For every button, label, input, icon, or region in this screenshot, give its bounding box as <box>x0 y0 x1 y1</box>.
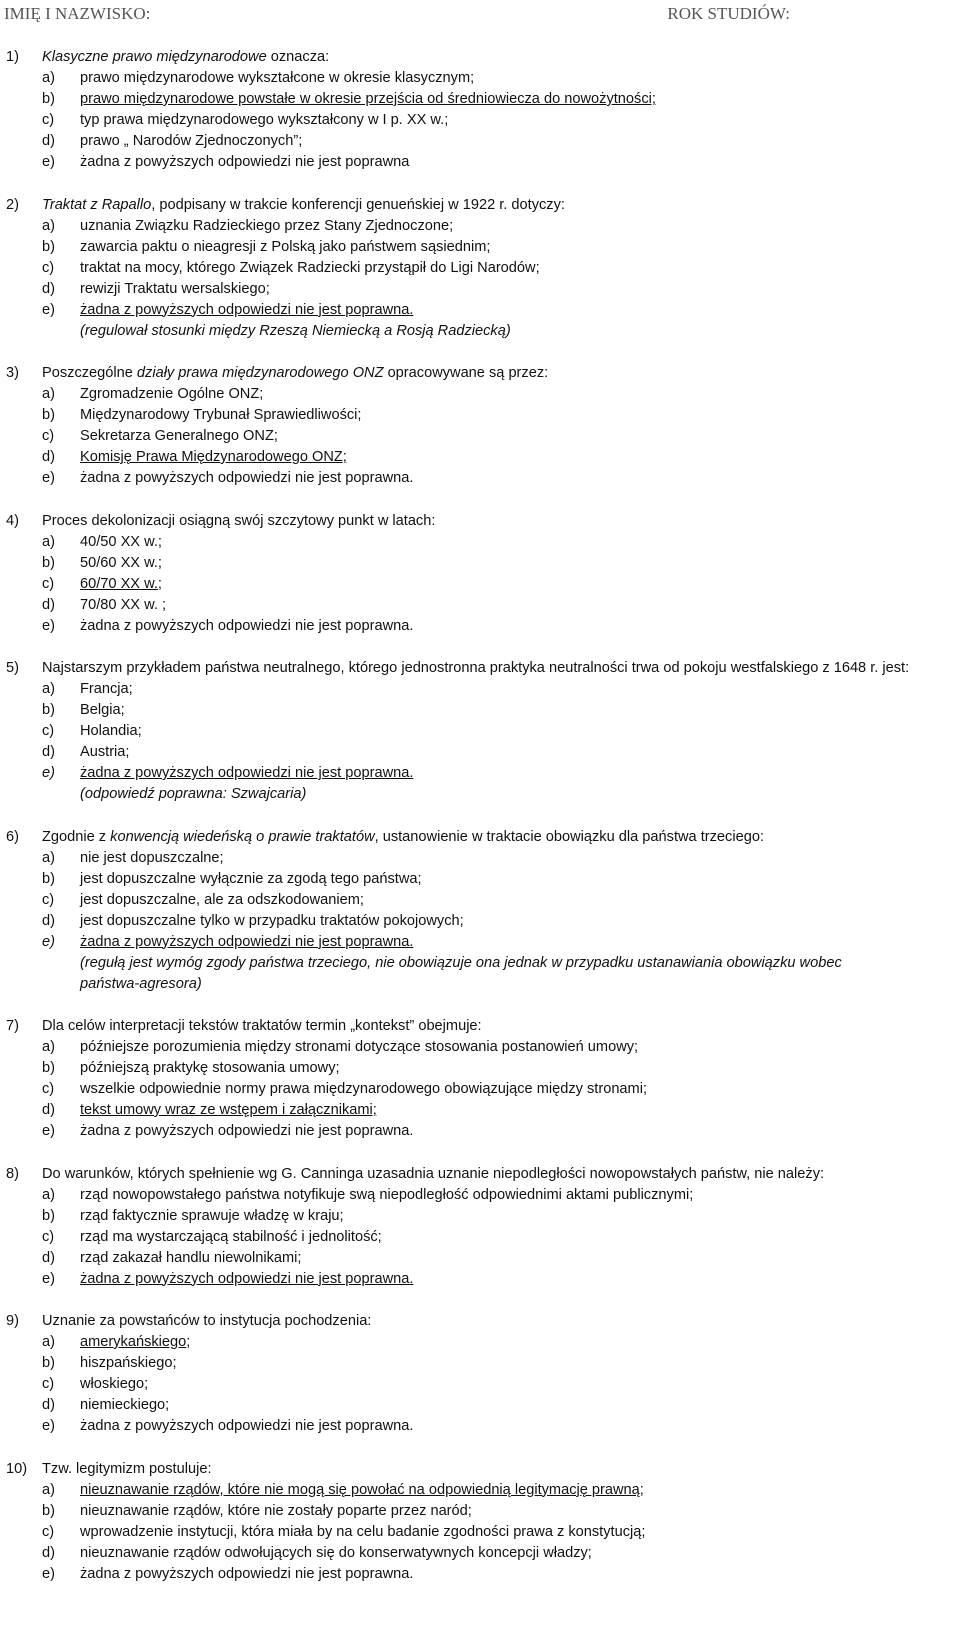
option-text: nieuznawanie rządów, które nie zostały poparte przez naród; <box>80 1502 472 1519</box>
option-b <box>6 1058 956 1079</box>
option-a <box>6 384 956 405</box>
question-stem <box>6 511 956 532</box>
option-letter: d) <box>42 912 55 929</box>
option-letter: a) <box>42 533 55 550</box>
option-letter: b) <box>42 238 55 255</box>
option-letter: a) <box>42 681 55 697</box>
option-text: żadna z powyższych odpowiedzi nie jest poprawna. <box>80 617 414 634</box>
question-10 <box>6 1459 956 1585</box>
question-2 <box>6 195 956 342</box>
option-c <box>6 574 956 595</box>
option-text: prawo „ Narodów Zjednoczonych”; <box>80 133 303 149</box>
option-text: zawarcia paktu o nieagresji z Polską jako państwem sąsiednim; <box>80 238 491 255</box>
option-letter: a) <box>42 1039 55 1055</box>
option-letter: c) <box>42 1523 55 1540</box>
question-5 <box>6 658 956 805</box>
stem-text: , podpisany w trakcie konferencji genueńskiej w 1922 r. dotyczy: <box>151 196 565 213</box>
question-3 <box>6 363 956 489</box>
option-e <box>6 616 956 637</box>
option-letter: d) <box>42 596 55 613</box>
option-text: jest dopuszczalne tylko w przypadku traktatów pokojowych; <box>80 912 464 929</box>
option-e <box>6 763 956 784</box>
question-number: 8) <box>6 1165 19 1182</box>
question-number: 5) <box>6 660 19 676</box>
option-letter: e) <box>42 1123 55 1139</box>
quiz-content <box>6 47 956 1606</box>
option-letter: a) <box>42 1334 55 1350</box>
option-text: rząd nowopowstałego państwa notyfikuje swą niepodległość odpowiednimi aktami publicznymi; <box>80 1186 694 1203</box>
option-text: jest dopuszczalne wyłącznie za zgodą tego państwa; <box>80 870 422 887</box>
option-letter: c) <box>42 723 55 739</box>
option-text: żadna z powyższych odpowiedzi nie jest poprawna <box>80 154 410 170</box>
stem-text: Do warunków, których spełnienie wg G. Canninga uzasadnia uznanie niepodległości nowopowstałych państw, nie należy: <box>42 1165 825 1182</box>
option-text: 50/60 XX w.; <box>80 554 162 571</box>
question-stem <box>6 47 956 68</box>
option-text: 40/50 XX w.; <box>80 533 162 550</box>
option-text: wprowadzenie instytucji, która miała by na celu badanie zgodności prawa z konstytucją; <box>80 1523 646 1540</box>
option-text: żadna z powyższych odpowiedzi nie jest poprawna. <box>80 933 414 950</box>
option-letter: e) <box>42 154 55 170</box>
option-b <box>6 700 956 721</box>
option-letter: a) <box>42 70 55 86</box>
option-c <box>6 1227 956 1248</box>
option-text: rząd ma wystarczającą stabilność i jednolitość; <box>80 1228 382 1245</box>
option-text: ; <box>186 1334 191 1350</box>
question-6 <box>6 827 956 995</box>
option-c <box>6 721 956 742</box>
option-letter: c) <box>42 259 55 276</box>
question-number: 9) <box>6 1313 19 1329</box>
option-letter: b) <box>42 554 55 571</box>
question-8 <box>6 1164 956 1290</box>
option-letter: e) <box>42 765 55 781</box>
answer-note: państwa-agresora) <box>80 975 202 992</box>
option-letter: e) <box>42 617 55 634</box>
option-e <box>6 1416 956 1437</box>
option-a <box>6 216 956 237</box>
option-letter: c) <box>42 891 55 908</box>
option-e <box>6 1269 956 1290</box>
option-text: żadna z powyższych odpowiedzi nie jest poprawna. <box>80 301 414 318</box>
option-a <box>6 1480 956 1501</box>
option-a <box>6 532 956 553</box>
option-letter: d) <box>42 1249 55 1266</box>
option-b <box>6 553 956 574</box>
option-text: włoskiego; <box>80 1376 149 1392</box>
option-text: Austria; <box>80 744 130 760</box>
question-number: 6) <box>6 828 19 845</box>
question-number: 2) <box>6 196 19 213</box>
option-d <box>6 1395 956 1416</box>
option-c <box>6 1079 956 1100</box>
option-b <box>6 237 956 258</box>
option-letter: a) <box>42 386 55 402</box>
option-a <box>6 848 956 869</box>
option-text: uznania Związku Radzieckiego przez Stany Zjednoczone; <box>80 217 454 234</box>
question-9 <box>6 1311 956 1437</box>
question-stem <box>6 195 956 216</box>
option-text: rewizji Traktatu wersalskiego; <box>80 280 270 297</box>
option-letter: b) <box>42 870 55 887</box>
answer-note: (odpowiedź poprawna: Szwajcaria) <box>80 786 307 802</box>
option-letter: a) <box>42 217 55 234</box>
question-stem <box>6 363 956 384</box>
option-text: rząd faktycznie sprawuje władzę w kraju; <box>80 1207 344 1224</box>
option-b <box>6 1206 956 1227</box>
question-stem <box>6 1016 956 1037</box>
option-a <box>6 1185 956 1206</box>
option-b <box>6 1501 956 1522</box>
option-letter: c) <box>42 112 55 128</box>
option-letter: d) <box>42 133 55 149</box>
option-letter: c) <box>42 1228 55 1245</box>
option-d <box>6 1100 956 1121</box>
stem-text: opracowywane są przez: <box>383 365 549 381</box>
option-text: żadna z powyższych odpowiedzi nie jest poprawna. <box>80 1418 414 1434</box>
stem-text: konwencją wiedeńską o prawie traktatów <box>110 828 375 845</box>
option-text: jest dopuszczalne, ale za odszkodowaniem; <box>80 891 364 908</box>
option-letter: b) <box>42 1355 55 1371</box>
question-stem <box>6 1311 956 1332</box>
option-letter: e) <box>42 933 55 950</box>
option-text: rząd zakazał handlu niewolnikami; <box>80 1249 302 1266</box>
option-e <box>6 468 956 489</box>
option-b <box>6 1353 956 1374</box>
question-number: 4) <box>6 512 19 529</box>
option-text: nie jest dopuszczalne; <box>80 849 224 866</box>
option-letter: c) <box>42 1376 55 1392</box>
option-b <box>6 869 956 890</box>
option-letter: d) <box>42 1544 55 1561</box>
option-letter: a) <box>42 849 55 866</box>
option-a <box>6 68 956 89</box>
option-letter: e) <box>42 1418 55 1434</box>
question-stem <box>6 658 956 679</box>
option-d <box>6 447 956 468</box>
option-letter: e) <box>42 1565 55 1582</box>
option-text: 60/70 XX w.; <box>80 575 162 592</box>
option-letter: d) <box>42 280 55 297</box>
option-e <box>6 1121 956 1142</box>
option-text: Międzynarodowy Trybunał Sprawiedliwości; <box>80 407 362 423</box>
option-letter: a) <box>42 1481 55 1498</box>
option-c <box>6 110 956 131</box>
option-a <box>6 679 956 700</box>
option-text: żadna z powyższych odpowiedzi nie jest poprawna. <box>80 765 414 781</box>
option-letter: c) <box>42 575 55 592</box>
stem-text: Proces dekolonizacji osiągną swój szczytowy punkt w latach: <box>42 512 436 529</box>
page-header <box>4 4 790 26</box>
stem-text: Najstarszym przykładem państwa neutralnego, którego jednostronna praktyka neutralności trwa od pokoju westfalskiego z 1648 r. jest: <box>42 660 910 676</box>
option-text: późniejszą praktykę stosowania umowy; <box>80 1060 340 1076</box>
year-label: ROK STUDIÓW: <box>667 4 790 23</box>
option-letter: c) <box>42 428 55 444</box>
option-text: Komisję Prawa Międzynarodowego ONZ; <box>80 449 347 465</box>
answer-note: (regułą jest wymóg zgody państwa trzeciego, nie obowiązuje ona jednak w przypadku ustanawiania obowiązku wobec <box>80 954 842 971</box>
option-d <box>6 742 956 763</box>
option-text: prawo międzynarodowe powstałe w okresie przejścia od średniowiecza do nowożytności; <box>80 91 656 107</box>
option-text: wszelkie odpowiednie normy prawa międzynarodowego obowiązujące między stronami; <box>80 1081 648 1097</box>
option-c <box>6 890 956 911</box>
option-text: tekst umowy wraz ze wstępem i załącznikami; <box>80 1102 377 1118</box>
stem-text: Poszczególne <box>42 365 137 381</box>
option-c <box>6 1522 956 1543</box>
option-text: Sekretarza Generalnego ONZ; <box>80 428 278 444</box>
option-b <box>6 89 956 110</box>
stem-text: oznacza: <box>266 49 330 65</box>
option-letter: c) <box>42 1081 55 1097</box>
option-text: Belgia; <box>80 702 125 718</box>
stem-text: Dla celów interpretacji tekstów traktatów termin „kontekst” obejmuje: <box>42 1018 482 1034</box>
option-letter: b) <box>42 1502 55 1519</box>
option-text: Zgromadzenie Ogólne ONZ; <box>80 386 264 402</box>
option-text: żadna z powyższych odpowiedzi nie jest poprawna. <box>80 470 414 486</box>
option-text: późniejsze porozumienia między stronami dotyczące stosowania postanowień umowy; <box>80 1039 639 1055</box>
option-text: żadna z powyższych odpowiedzi nie jest poprawna. <box>80 1565 414 1582</box>
option-letter: e) <box>42 301 55 318</box>
option-text: niemieckiego; <box>80 1397 170 1413</box>
question-stem <box>6 1164 956 1185</box>
option-text: hiszpańskiego; <box>80 1355 177 1371</box>
option-letter: e) <box>42 470 55 486</box>
option-letter: e) <box>42 1270 55 1287</box>
question-1 <box>6 47 956 173</box>
option-letter: d) <box>42 1102 55 1118</box>
answer-note: (regulował stosunki między Rzeszą Niemiecką a Rosją Radziecką) <box>80 322 511 339</box>
option-d <box>6 595 956 616</box>
option-d <box>6 279 956 300</box>
option-text: typ prawa międzynarodowego wykształcony w I p. XX w.; <box>80 112 449 128</box>
question-number: 3) <box>6 365 19 381</box>
option-d <box>6 1248 956 1269</box>
option-text: żadna z powyższych odpowiedzi nie jest poprawna. <box>80 1123 414 1139</box>
option-letter: a) <box>42 1186 55 1203</box>
question-stem <box>6 1459 956 1480</box>
stem-text: Zgodnie z <box>42 828 111 845</box>
stem-text: , ustanowienie w traktacie obowiązku dla państwa trzeciego: <box>374 828 764 845</box>
option-d <box>6 911 956 932</box>
stem-text: Klasyczne prawo międzynarodowe <box>42 49 267 65</box>
option-text: Francja; <box>80 681 133 697</box>
option-d <box>6 1543 956 1564</box>
option-letter: b) <box>42 702 55 718</box>
option-letter: b) <box>42 1207 55 1224</box>
option-text: nieuznawanie rządów odwołujących się do konserwatywnych koncepcji władzy; <box>80 1544 592 1561</box>
option-c <box>6 258 956 279</box>
stem-text: działy prawa międzynarodowego ONZ <box>136 365 384 381</box>
option-e <box>6 1564 956 1585</box>
stem-text: Uznanie za powstańców to instytucja pochodzenia: <box>42 1313 372 1329</box>
option-e <box>6 932 956 953</box>
option-a <box>6 1332 956 1353</box>
option-text: 70/80 XX w. ; <box>80 596 166 613</box>
option-c <box>6 426 956 447</box>
option-text: żadna z powyższych odpowiedzi nie jest poprawna. <box>80 1270 414 1287</box>
option-e <box>6 300 956 321</box>
stem-text: Traktat z Rapallo <box>42 196 152 213</box>
option-letter: d) <box>42 744 55 760</box>
question-7 <box>6 1016 956 1142</box>
option-b <box>6 405 956 426</box>
option-e <box>6 152 956 173</box>
option-c <box>6 1374 956 1395</box>
option-letter: b) <box>42 1060 55 1076</box>
question-number: 10) <box>6 1460 28 1477</box>
question-stem <box>6 827 956 848</box>
question-number: 1) <box>6 49 19 65</box>
option-letter: d) <box>42 449 55 465</box>
option-d <box>6 131 956 152</box>
name-label: IMIĘ I NAZWISKO: <box>4 4 151 23</box>
option-text: amerykańskiego <box>80 1334 187 1350</box>
option-a <box>6 1037 956 1058</box>
question-4 <box>6 511 956 637</box>
question-number: 7) <box>6 1018 19 1034</box>
option-text: Holandia; <box>80 723 142 739</box>
option-text: prawo międzynarodowe wykształcone w okresie klasycznym; <box>80 70 475 86</box>
option-letter: b) <box>42 91 55 107</box>
option-text: nieuznawanie rządów, które nie mogą się powołać na odpowiednią legitymację prawną; <box>80 1481 644 1498</box>
option-letter: d) <box>42 1397 55 1413</box>
option-letter: b) <box>42 407 55 423</box>
option-text: traktat na mocy, którego Związek Radziecki przystąpił do Ligi Narodów; <box>80 259 540 276</box>
stem-text: Tzw. legitymizm postuluje: <box>42 1460 212 1477</box>
